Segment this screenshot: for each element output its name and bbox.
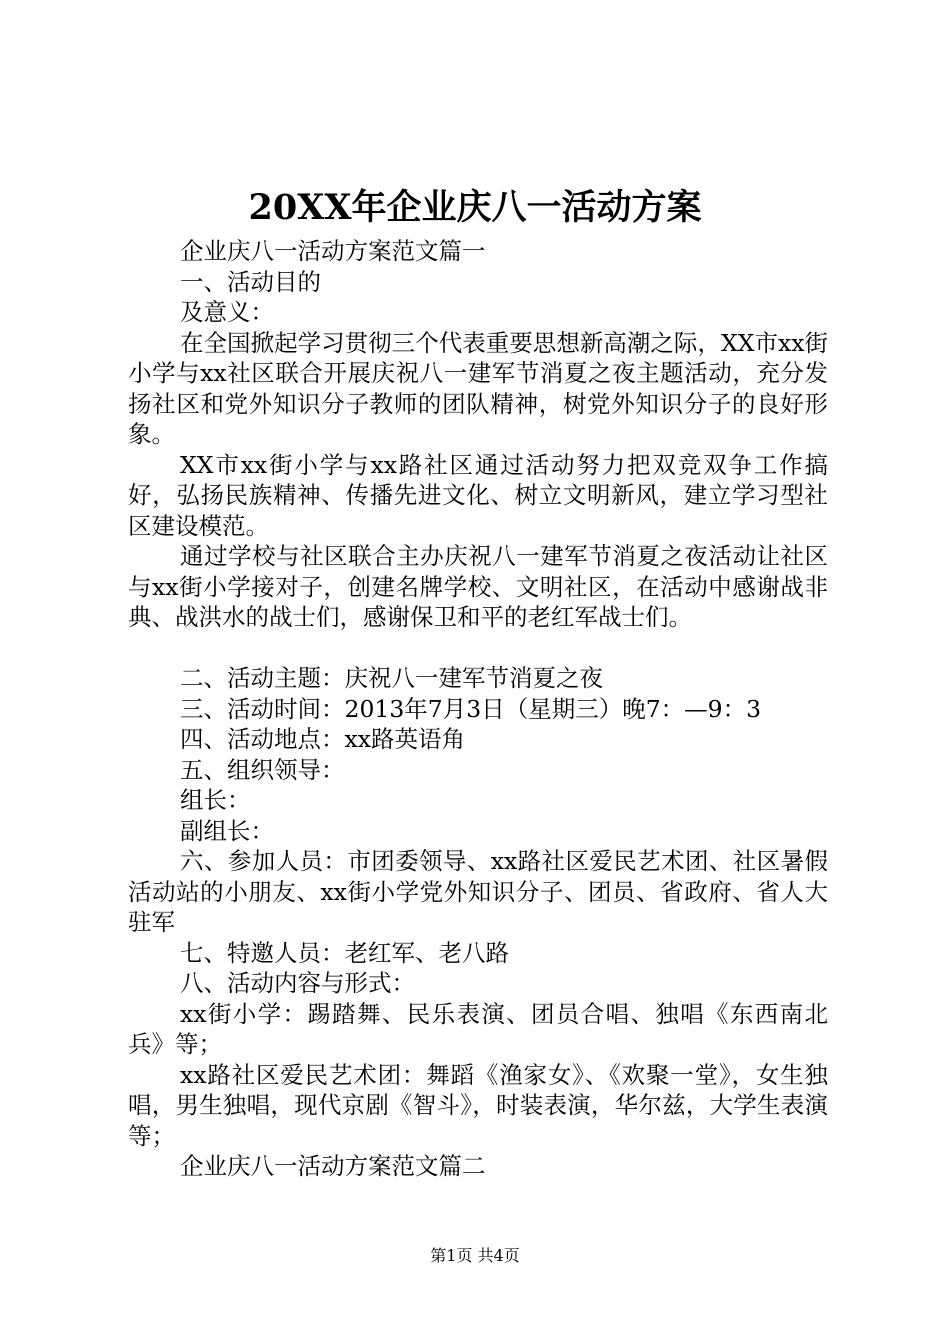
paragraph: XX市xx街小学与xx路社区通过活动努力把双竞双争工作搞好，弘扬民族精神、传播先进文化、树立文明新风，建立学习型社区建设模范。 — [128, 450, 828, 540]
paragraph: 副组长： — [180, 816, 274, 845]
paragraph: 企业庆八一活动方案范文篇二 — [180, 1152, 486, 1180]
paragraph: 五、组织领导： — [180, 755, 345, 784]
paragraph: 八、活动内容与形式： — [180, 969, 415, 997]
paragraph: 企业庆八一活动方案范文篇一 — [180, 237, 486, 265]
paragraph: xx街小学：踢踏舞、民乐表演、团员合唱、独唱《东西南北兵》等； — [128, 999, 828, 1058]
page-footer: 第1页 共4页 — [430, 1246, 520, 1265]
paragraph: 通过学校与社区联合主办庆祝八一建军节消夏之夜活动让社区与xx街小学接对子，创建名牌学校、文明社区，在活动中感谢战非典、战洪水的战士们，感谢保卫和平的老红军战士们。 — [128, 542, 828, 631]
paragraph: 在全国掀起学习贯彻三个代表重要思想新高潮之际，XX市xx街小学与xx社区联合开展庆祝八一建军节消夏之夜主题活动，充分发扬社区和党外知识分子教师的团队精神，树党外知识分子的良好形象。 — [128, 328, 828, 448]
paragraph: 组长： — [180, 786, 251, 814]
paragraph: 七、特邀人员：老红军、老八路 — [180, 938, 509, 967]
paragraph: xx路社区爱民艺术团：舞蹈《渔家女》、《欢聚一堂》，女生独唱，男生独唱，现代京剧《智斗》，时装表演，华尔兹，大学生表演等； — [128, 1060, 828, 1150]
paragraph: 六、参加人员：市团委领导、xx路社区爱民艺术团、社区暑假活动站的小朋友、xx街小学党外知识分子、团员、省政府、省人大驻军 — [128, 847, 828, 936]
paragraph: 三、活动时间：2013年7月3日（星期三）晚7：—9：3 — [180, 694, 762, 723]
paragraph: 一、活动目的 — [180, 267, 321, 296]
paragraph: 二、活动主题：庆祝八一建军节消夏之夜 — [180, 664, 603, 692]
paragraph: 及意义： — [180, 298, 274, 326]
document-body — [128, 236, 828, 1182]
document-title: 20XX年企业庆八一活动方案 — [248, 187, 702, 228]
blank-line — [128, 633, 828, 664]
paragraph: 四、活动地点：xx路英语角 — [180, 725, 466, 753]
